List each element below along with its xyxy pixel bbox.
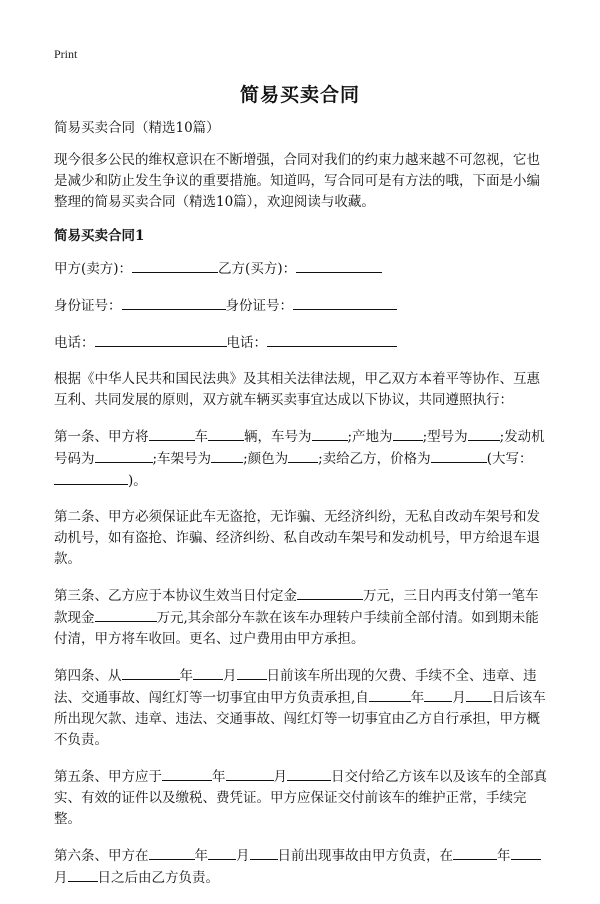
article-1-text: (大写： — [486, 451, 533, 467]
blank[interactable] — [211, 448, 243, 463]
id-a-blank[interactable] — [122, 295, 226, 310]
preamble-paragraph: 根据《中华人民共和国民法典》及其相关法律法规，甲乙双方本着平等协作、互惠互利、共同发展的原则，双方就车辆买卖事宜达成以下协议，共同遵照执行： — [54, 371, 540, 408]
intro-paragraph: 现今很多公民的维权意识在不断增强，合同对我们的约束力越来越不可忽视，它也是减少和防止发生争议的重要措施。知道吗，写合同可是有方法的哦，下面是小编整理的简易买卖合同（精选10篇），欢迎阅读与收藏。 — [54, 152, 540, 210]
article-4-text: 日前该车所出现的欠费、手续不全、违章、违法、交通事故、闯红灯等一切事宜由甲方负责承担,自 — [54, 668, 537, 706]
id-b-blank[interactable] — [293, 295, 397, 310]
article-6-text: 年 — [194, 848, 208, 864]
blank[interactable] — [287, 766, 331, 781]
article-1-text: ;颜色为 — [243, 451, 289, 467]
blank[interactable] — [312, 426, 348, 441]
article-4-text: 年 — [410, 690, 425, 706]
document-title: 简易买卖合同 — [239, 84, 360, 106]
blank[interactable] — [468, 426, 500, 441]
phone-b-blank[interactable] — [267, 332, 397, 347]
blank[interactable] — [288, 448, 318, 463]
blank[interactable] — [149, 426, 195, 441]
article-5 — [54, 766, 550, 830]
id-a-label: 身份证号： — [54, 298, 122, 314]
blank[interactable] — [297, 585, 363, 600]
article-1-text: ;车架号为 — [152, 451, 212, 467]
article-5-text: 年 — [212, 769, 226, 785]
article-1-text: ;发动机号码为 — [54, 429, 545, 467]
article-1-text: 车 — [194, 429, 208, 445]
blank[interactable] — [54, 470, 128, 485]
blank[interactable] — [226, 766, 274, 781]
blank[interactable] — [369, 687, 411, 702]
blank[interactable] — [431, 448, 487, 463]
article-6-text: 日之后由乙方负责。 — [97, 870, 219, 886]
article-1-text: ;产地为 — [347, 429, 393, 445]
article-3 — [54, 585, 550, 650]
blank[interactable] — [511, 845, 541, 860]
phone-a-blank[interactable] — [95, 332, 227, 347]
party-line — [54, 258, 550, 280]
blank[interactable] — [122, 665, 180, 680]
id-b-label: 身份证号： — [225, 298, 293, 314]
party-a-blank[interactable] — [132, 258, 218, 273]
article-5-text: 第五条、甲方应于 — [54, 769, 162, 785]
blank[interactable] — [162, 766, 212, 781]
print-link[interactable]: Print — [54, 47, 78, 61]
article-3-text: 万元，三日内再支付第一笔车款现金 — [54, 588, 539, 626]
article-1-text: )。 — [128, 473, 147, 489]
article-5-text: 月 — [273, 769, 287, 785]
party-b-blank[interactable] — [296, 258, 382, 273]
article-6-text: 年 — [497, 848, 511, 864]
document-body — [54, 118, 550, 904]
blank[interactable] — [393, 426, 423, 441]
article-1-text: 第一条、甲方将 — [54, 429, 149, 445]
article-1-text: ;型号为 — [422, 429, 468, 445]
article-4 — [54, 665, 550, 751]
blank[interactable] — [68, 867, 98, 882]
blank[interactable] — [95, 607, 157, 622]
article-5-text: 日交付给乙方该车以及该车的全部真实、有效的证件以及缴税、费凭证。甲方应保证交付前该车的维护正常，手续完整。 — [54, 769, 547, 827]
section-heading: 简易买卖合同1 — [54, 228, 145, 244]
article-1-text: 辆，车号为 — [244, 429, 312, 445]
phone-b-label: 电话： — [226, 335, 267, 351]
blank[interactable] — [237, 665, 267, 680]
article-6-text: 第六条、甲方在 — [54, 848, 149, 864]
article-6-text: 日前出现事故由甲方负责，在 — [277, 848, 453, 864]
blank[interactable] — [95, 448, 153, 463]
article-1-text: ;卖给乙方，价格为 — [318, 451, 431, 467]
article-4-text: 日后该车所出现欠款、违章、违法、交通事故、闯红灯等一切事宜由乙方自行承担，甲方概不负责。 — [54, 690, 546, 748]
document-subtitle: 简易买卖合同（精选10篇） — [54, 120, 220, 136]
article-6-text: 月 — [54, 870, 68, 886]
article-4-text: 第四条、从 — [54, 668, 122, 684]
party-a-label: 甲方(卖方)： — [54, 261, 133, 277]
blank[interactable] — [466, 687, 492, 702]
article-6 — [54, 845, 550, 889]
blank[interactable] — [208, 845, 236, 860]
blank[interactable] — [250, 845, 278, 860]
article-2: 第二条、甲方必须保证此车无盗抢，无诈骗、无经济纠纷，无私自改动车架号和发动机号，如有盗抢、诈骗、经济纠纷、私自改动车架号和发动机号，甲方给退车退款。 — [54, 509, 540, 567]
article-4-text: 月 — [452, 690, 466, 706]
article-4-text: 月 — [223, 668, 237, 684]
article-3-text: 万元,其余部分车款在该车办理转户手续前全部付清。如到期未能付清，甲方将车收回。更名、过户费用由甲方承担。 — [54, 610, 539, 647]
article-1 — [54, 426, 550, 492]
blank[interactable] — [149, 845, 195, 860]
blank[interactable] — [208, 426, 244, 441]
party-b-label: 乙方(买方)： — [218, 261, 297, 277]
blank[interactable] — [424, 687, 452, 702]
blank[interactable] — [193, 665, 223, 680]
article-4-text: 年 — [179, 668, 193, 684]
phone-line — [54, 332, 550, 354]
article-6-text: 月 — [236, 848, 250, 864]
id-line — [54, 295, 550, 317]
article-3-text: 第三条、乙方应于本协议生效当日付定金 — [54, 588, 297, 604]
blank[interactable] — [453, 845, 497, 860]
phone-a-label: 电话： — [54, 335, 95, 351]
